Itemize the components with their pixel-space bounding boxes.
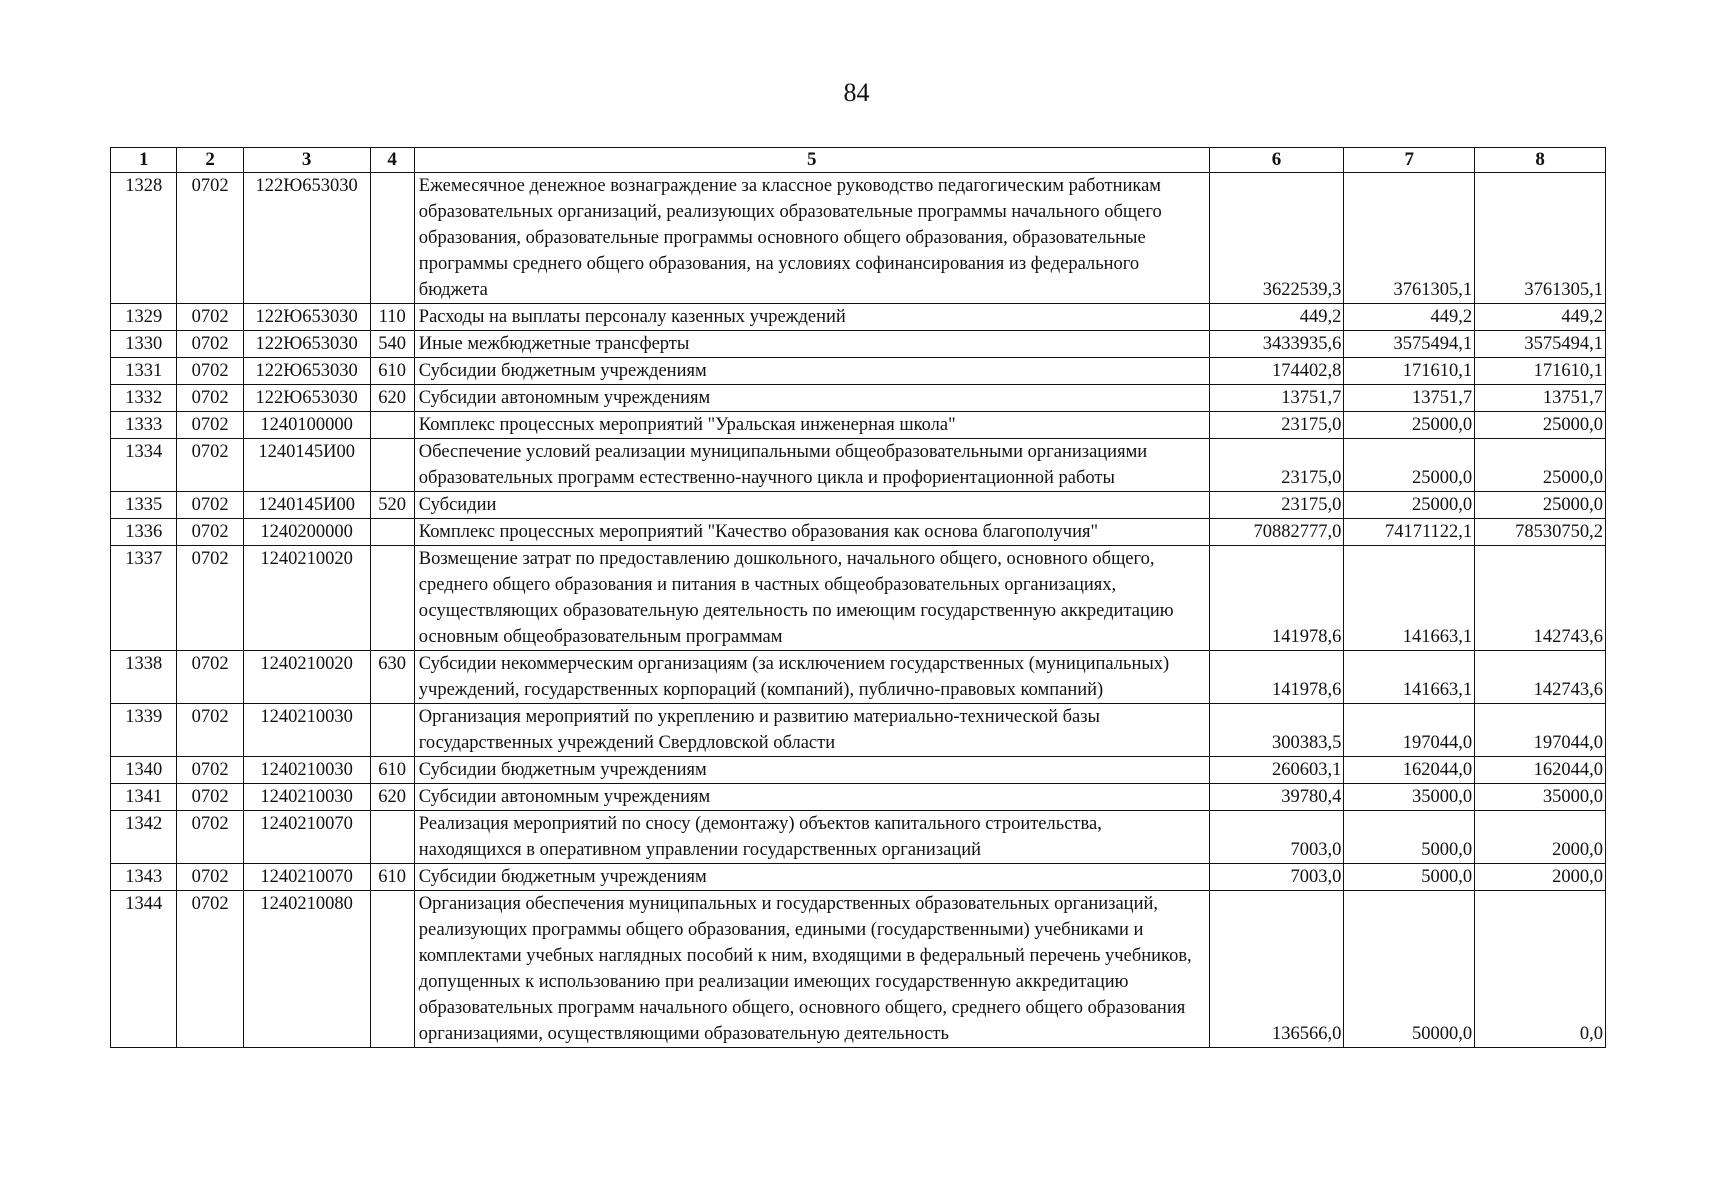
amount-col-6-cell: 300383,5 — [1209, 704, 1344, 757]
table-row — [111, 546, 1606, 651]
header-col-6: 6 — [1209, 148, 1344, 173]
amount-col-8-cell: 197044,0 — [1475, 704, 1606, 757]
table-body — [111, 173, 1606, 1048]
section-code-cell: 0702 — [177, 704, 243, 757]
amount-col-7-cell: 25000,0 — [1344, 412, 1475, 439]
target-code-cell: 1240210030 — [243, 784, 370, 811]
amount-col-6-cell: 23175,0 — [1209, 492, 1344, 519]
row-number-cell: 1338 — [111, 651, 177, 704]
target-code-cell: 1240100000 — [243, 412, 370, 439]
table-row — [111, 519, 1606, 546]
amount-col-8-cell: 0,0 — [1475, 891, 1606, 1048]
target-code-cell: 1240200000 — [243, 519, 370, 546]
row-number-cell: 1342 — [111, 811, 177, 864]
amount-col-7-cell: 5000,0 — [1344, 811, 1475, 864]
amount-col-6-cell: 7003,0 — [1209, 811, 1344, 864]
amount-col-7-cell: 13751,7 — [1344, 385, 1475, 412]
table-row — [111, 439, 1606, 492]
budget-table-wrapper — [110, 147, 1606, 1048]
row-number-cell: 1341 — [111, 784, 177, 811]
row-number-cell: 1334 — [111, 439, 177, 492]
section-code-cell: 0702 — [177, 546, 243, 651]
target-code-cell: 1240210080 — [243, 891, 370, 1048]
page-number: 84 — [843, 78, 870, 107]
item-name-cell: Субсидии автономным учреждениям — [414, 784, 1209, 811]
amount-col-8-cell: 25000,0 — [1475, 492, 1606, 519]
expense-type-cell — [370, 811, 414, 864]
amount-col-7-cell: 25000,0 — [1344, 492, 1475, 519]
target-code-cell: 1240145И00 — [243, 439, 370, 492]
target-code-cell: 1240210070 — [243, 811, 370, 864]
amount-col-7-cell: 141663,1 — [1344, 651, 1475, 704]
amount-col-6-cell: 39780,4 — [1209, 784, 1344, 811]
section-code-cell: 0702 — [177, 304, 243, 331]
row-number-cell: 1329 — [111, 304, 177, 331]
expense-type-cell — [370, 891, 414, 1048]
item-name-cell: Обеспечение условий реализации муниципальными общеобразовательными организациями образовательных программ естественно-научного цикла и профориентационной работы — [414, 439, 1209, 492]
table-row — [111, 492, 1606, 519]
table-row — [111, 784, 1606, 811]
row-number-cell: 1333 — [111, 412, 177, 439]
amount-col-7-cell: 3761305,1 — [1344, 173, 1475, 304]
expense-type-cell — [370, 439, 414, 492]
table-row — [111, 864, 1606, 891]
table-row — [111, 704, 1606, 757]
amount-col-7-cell: 449,2 — [1344, 304, 1475, 331]
table-row — [111, 811, 1606, 864]
section-code-cell: 0702 — [177, 811, 243, 864]
section-code-cell: 0702 — [177, 173, 243, 304]
amount-col-8-cell: 142743,6 — [1475, 546, 1606, 651]
table-row — [111, 304, 1606, 331]
amount-col-6-cell: 260603,1 — [1209, 757, 1344, 784]
expense-type-cell: 610 — [370, 864, 414, 891]
amount-col-7-cell: 25000,0 — [1344, 439, 1475, 492]
section-code-cell: 0702 — [177, 358, 243, 385]
row-number-cell: 1335 — [111, 492, 177, 519]
header-col-8: 8 — [1475, 148, 1606, 173]
table-row — [111, 173, 1606, 304]
amount-col-6-cell: 70882777,0 — [1209, 519, 1344, 546]
item-name-cell: Субсидии автономным учреждениям — [414, 385, 1209, 412]
header-col-4: 4 — [370, 148, 414, 173]
item-name-cell: Расходы на выплаты персоналу казенных учреждений — [414, 304, 1209, 331]
expense-type-cell: 540 — [370, 331, 414, 358]
amount-col-7-cell: 141663,1 — [1344, 546, 1475, 651]
amount-col-7-cell: 197044,0 — [1344, 704, 1475, 757]
row-number-cell: 1328 — [111, 173, 177, 304]
row-number-cell: 1336 — [111, 519, 177, 546]
item-name-cell: Организация обеспечения муниципальных и государственных образовательных организаций, реализующих программы общего образования, едиными (государственными) учебниками и комплектами учебных наглядных пособий к ним, входящими в федеральный перечень учебников, допущенных к использованию при реализации имеющих государственную аккредитацию образовательных программ начального общего, основного общего, среднего общего образования организациями, осуществляющими образовательную деятельность — [414, 891, 1209, 1048]
target-code-cell: 122Ю653030 — [243, 304, 370, 331]
amount-col-6-cell: 7003,0 — [1209, 864, 1344, 891]
expense-type-cell: 610 — [370, 358, 414, 385]
amount-col-7-cell: 74171122,1 — [1344, 519, 1475, 546]
section-code-cell: 0702 — [177, 412, 243, 439]
amount-col-7-cell: 171610,1 — [1344, 358, 1475, 385]
amount-col-6-cell: 141978,6 — [1209, 651, 1344, 704]
amount-col-8-cell: 142743,6 — [1475, 651, 1606, 704]
amount-col-8-cell: 3575494,1 — [1475, 331, 1606, 358]
row-number-cell: 1331 — [111, 358, 177, 385]
expense-type-cell — [370, 704, 414, 757]
amount-col-7-cell: 5000,0 — [1344, 864, 1475, 891]
amount-col-8-cell: 25000,0 — [1475, 412, 1606, 439]
item-name-cell: Возмещение затрат по предоставлению дошкольного, начального общего, основного общего, среднего общего образования и питания в частных общеобразовательных организациях, осуществляющих образовательную деятельность по имеющим государственную аккредитацию основным общеобразовательным программам — [414, 546, 1209, 651]
expense-type-cell: 110 — [370, 304, 414, 331]
amount-col-8-cell: 35000,0 — [1475, 784, 1606, 811]
target-code-cell: 122Ю653030 — [243, 385, 370, 412]
amount-col-8-cell: 3761305,1 — [1475, 173, 1606, 304]
target-code-cell: 1240145И00 — [243, 492, 370, 519]
amount-col-8-cell: 162044,0 — [1475, 757, 1606, 784]
header-col-3: 3 — [243, 148, 370, 173]
amount-col-8-cell: 449,2 — [1475, 304, 1606, 331]
amount-col-8-cell: 2000,0 — [1475, 811, 1606, 864]
amount-col-8-cell: 13751,7 — [1475, 385, 1606, 412]
amount-col-8-cell: 78530750,2 — [1475, 519, 1606, 546]
item-name-cell: Комплекс процессных мероприятий "Качество образования как основа благополучия" — [414, 519, 1209, 546]
amount-col-6-cell: 23175,0 — [1209, 412, 1344, 439]
header-col-7: 7 — [1344, 148, 1475, 173]
target-code-cell: 1240210070 — [243, 864, 370, 891]
amount-col-7-cell: 50000,0 — [1344, 891, 1475, 1048]
item-name-cell: Субсидии некоммерческим организациям (за исключением государственных (муниципальных) учреждений, государственных корпораций (компаний), публично-правовых компаний) — [414, 651, 1209, 704]
section-code-cell: 0702 — [177, 492, 243, 519]
target-code-cell: 122Ю653030 — [243, 358, 370, 385]
budget-table — [110, 147, 1606, 1048]
amount-col-6-cell: 449,2 — [1209, 304, 1344, 331]
section-code-cell: 0702 — [177, 385, 243, 412]
item-name-cell: Субсидии бюджетным учреждениям — [414, 757, 1209, 784]
amount-col-7-cell: 35000,0 — [1344, 784, 1475, 811]
item-name-cell: Иные межбюджетные трансферты — [414, 331, 1209, 358]
section-code-cell: 0702 — [177, 757, 243, 784]
item-name-cell: Субсидии бюджетным учреждениям — [414, 864, 1209, 891]
table-row — [111, 757, 1606, 784]
amount-col-6-cell: 23175,0 — [1209, 439, 1344, 492]
amount-col-6-cell: 141978,6 — [1209, 546, 1344, 651]
expense-type-cell — [370, 412, 414, 439]
row-number-cell: 1339 — [111, 704, 177, 757]
table-header-row — [111, 148, 1606, 173]
expense-type-cell: 620 — [370, 784, 414, 811]
section-code-cell: 0702 — [177, 439, 243, 492]
row-number-cell: 1330 — [111, 331, 177, 358]
section-code-cell: 0702 — [177, 651, 243, 704]
section-code-cell: 0702 — [177, 864, 243, 891]
expense-type-cell: 610 — [370, 757, 414, 784]
item-name-cell: Субсидии бюджетным учреждениям — [414, 358, 1209, 385]
amount-col-6-cell: 174402,8 — [1209, 358, 1344, 385]
amount-col-8-cell: 2000,0 — [1475, 864, 1606, 891]
table-row — [111, 412, 1606, 439]
target-code-cell: 122Ю653030 — [243, 331, 370, 358]
target-code-cell: 122Ю653030 — [243, 173, 370, 304]
table-row — [111, 891, 1606, 1048]
amount-col-7-cell: 162044,0 — [1344, 757, 1475, 784]
target-code-cell: 1240210020 — [243, 651, 370, 704]
table-row — [111, 358, 1606, 385]
expense-type-cell: 620 — [370, 385, 414, 412]
row-number-cell: 1332 — [111, 385, 177, 412]
table-row — [111, 651, 1606, 704]
item-name-cell: Субсидии — [414, 492, 1209, 519]
target-code-cell: 1240210030 — [243, 704, 370, 757]
expense-type-cell: 520 — [370, 492, 414, 519]
amount-col-6-cell: 3433935,6 — [1209, 331, 1344, 358]
amount-col-6-cell: 136566,0 — [1209, 891, 1344, 1048]
expense-type-cell — [370, 519, 414, 546]
section-code-cell: 0702 — [177, 519, 243, 546]
section-code-cell: 0702 — [177, 784, 243, 811]
item-name-cell: Комплекс процессных мероприятий "Уральская инженерная школа" — [414, 412, 1209, 439]
item-name-cell: Организация мероприятий по укреплению и развитию материально-технической базы государственных учреждений Свердловской области — [414, 704, 1209, 757]
row-number-cell: 1337 — [111, 546, 177, 651]
amount-col-7-cell: 3575494,1 — [1344, 331, 1475, 358]
target-code-cell: 1240210020 — [243, 546, 370, 651]
target-code-cell: 1240210030 — [243, 757, 370, 784]
table-row — [111, 331, 1606, 358]
amount-col-8-cell: 171610,1 — [1475, 358, 1606, 385]
expense-type-cell — [370, 173, 414, 304]
header-col-2: 2 — [177, 148, 243, 173]
section-code-cell: 0702 — [177, 331, 243, 358]
amount-col-6-cell: 13751,7 — [1209, 385, 1344, 412]
section-code-cell: 0702 — [177, 891, 243, 1048]
item-name-cell: Реализация мероприятий по сносу (демонтажу) объектов капитального строительства, находящихся в оперативном управлении государственных организаций — [414, 811, 1209, 864]
row-number-cell: 1340 — [111, 757, 177, 784]
header-col-1: 1 — [111, 148, 177, 173]
amount-col-8-cell: 25000,0 — [1475, 439, 1606, 492]
header-col-5: 5 — [414, 148, 1209, 173]
expense-type-cell: 630 — [370, 651, 414, 704]
item-name-cell: Ежемесячное денежное вознаграждение за классное руководство педагогическим работникам образовательных организаций, реализующих образовательные программы начального общего образования, образовательные программы основного общего образования, образовательные программы среднего общего образования, на условиях софинансирования из федерального бюджета — [414, 173, 1209, 304]
expense-type-cell — [370, 546, 414, 651]
row-number-cell: 1344 — [111, 891, 177, 1048]
table-row — [111, 385, 1606, 412]
amount-col-6-cell: 3622539,3 — [1209, 173, 1344, 304]
row-number-cell: 1343 — [111, 864, 177, 891]
